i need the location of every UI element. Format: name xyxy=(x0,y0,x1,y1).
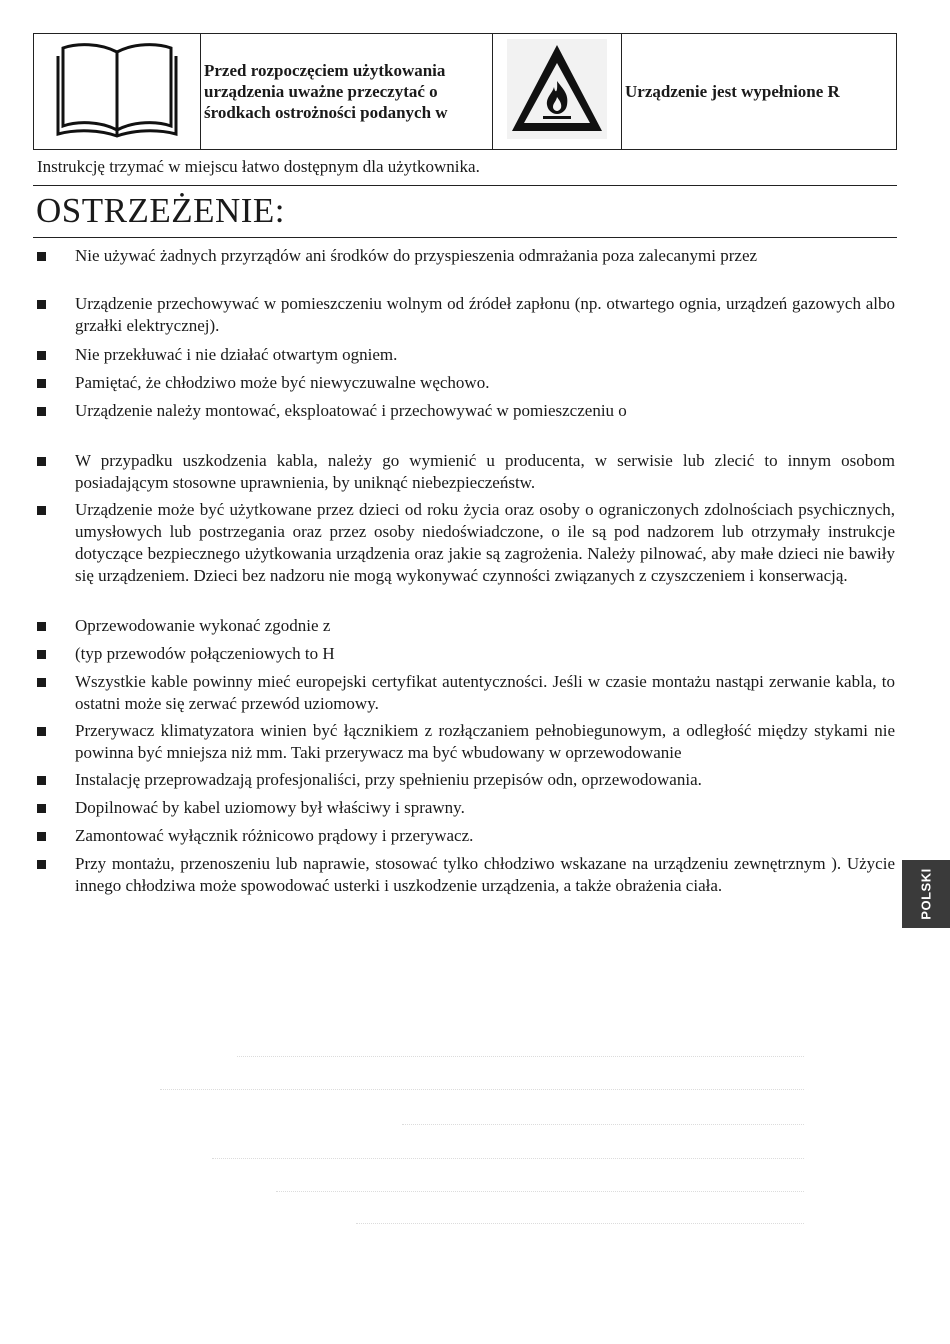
list-item: Wszystkie kable powinny mieć europejski certyfikat autentyczności. Jeśli w czasie montażu nastąpi zerwanie kabla, to ostatni może się zerwać przewód uziomowy. xyxy=(75,672,895,713)
list-item: W przypadku uszkodzenia kabla, należy go wymienić u producenta, w serwisie lub zlecić to innym osobom posiadającym stosowne uprawnienia, by uniknąć niebezpieczeństw. xyxy=(75,451,895,492)
page-title: OSTRZEŻENIE: xyxy=(36,191,286,230)
flammable-warning-icon xyxy=(507,39,607,139)
list-item: Urządzenie przechowywać w pomieszczeniu wolnym od źródeł zapłonu (np. otwartego ognia, urządzeń gazowych albo grzałki elektrycznej). xyxy=(75,294,895,335)
list-item: Przy montażu, przenoszeniu lub naprawie, stosować tylko chłodziwo wskazane na urządzeniu zewnętrznym ). Użycie innego chłodziwa może spowodować usterki i uszkodzenie urządzenia, a także obrażenia ciała. xyxy=(75,854,895,895)
read-instructions-text: Przed rozpoczęciem użytkowania urządzenia uważne przeczytać o środkach ostrożności podanych w xyxy=(201,34,493,150)
open-book-icon xyxy=(55,38,179,140)
list-item: Pamiętać, że chłodziwo może być niewyczuwalne węchowo. xyxy=(75,373,490,392)
bullet-icon xyxy=(37,776,46,785)
bullet-icon xyxy=(37,860,46,869)
faint-rule xyxy=(160,1089,804,1090)
warning-icon-cell xyxy=(493,34,622,150)
keep-manual-note: Instrukcję trzymać w miejscu łatwo dostępnym dla użytkownika. xyxy=(37,157,480,176)
faint-rule xyxy=(276,1191,804,1192)
list-item: Dopilnować by kabel uziomowy był właściwy i sprawny. xyxy=(75,798,465,817)
bullet-icon xyxy=(37,804,46,813)
bullet-icon xyxy=(37,252,46,261)
bullet-icon xyxy=(37,300,46,309)
list-item: Urządzenie należy montować, eksploatować i przechowywać w pomieszczeniu o xyxy=(75,401,627,420)
divider xyxy=(33,185,897,186)
faint-rule xyxy=(212,1158,804,1159)
language-tab-label: POLSKI xyxy=(918,868,934,920)
bullet-icon xyxy=(37,457,46,466)
list-item: (typ przewodów połączeniowych to H xyxy=(75,644,335,663)
bullet-icon xyxy=(37,678,46,687)
list-item: Instalację przeprowadzają profesjonaliści, przy spełnieniu przepisów odn, oprzewodowania. xyxy=(75,770,702,789)
divider xyxy=(33,237,897,238)
faint-rule xyxy=(237,1056,804,1057)
list-item: Przerywacz klimatyzatora winien być łącznikiem z rozłączaniem pełnobiegunowym, a odległość między stykami nie powinna być mniejsza niż mm. Taki przerywacz ma być wbudowany w oprzewodowanie xyxy=(75,721,895,762)
bullet-icon xyxy=(37,832,46,841)
bullet-icon xyxy=(37,351,46,360)
bullet-icon xyxy=(37,622,46,631)
bullet-icon xyxy=(37,407,46,416)
bullet-icon xyxy=(37,379,46,388)
faint-rule xyxy=(402,1124,804,1125)
book-icon-cell xyxy=(34,34,201,150)
list-item: Nie przekłuwać i nie działać otwartym ogniem. xyxy=(75,345,398,364)
bullet-icon xyxy=(37,506,46,515)
bullet-icon xyxy=(37,650,46,659)
faint-rule xyxy=(356,1223,804,1224)
list-item: Urządzenie może być użytkowane przez dzieci od roku życia oraz osoby o ograniczonych zdolnościach psychicznych, umysłowych lub postrzegania oraz przez osoby niedoświadczone, o ile są pod nadzorem lub otrzymały instrukcje dotyczące bezpiecznego użytkowania urządzenia oraz jakie są zagrożenia. Należy pilnować, aby małe dzieci nie bawiły się urządzeniem. Dzieci bez nadzoru nie mogą wykonywać czynności związanych z czyszczeniem i konserwacją. xyxy=(75,500,895,585)
list-item: Nie używać żadnych przyrządów ani środków do przyspieszenia odmrażania poza zalecanymi przez xyxy=(75,246,758,265)
list-item: Oprzewodowanie wykonać zgodnie z xyxy=(75,616,331,635)
bullet-icon xyxy=(37,727,46,736)
header-table xyxy=(33,33,897,150)
language-tab xyxy=(902,860,950,928)
refrigerant-text: Urządzenie jest wypełnione R xyxy=(622,34,897,150)
list-item: Zamontować wyłącznik różnicowo prądowy i przerywacz. xyxy=(75,826,474,845)
